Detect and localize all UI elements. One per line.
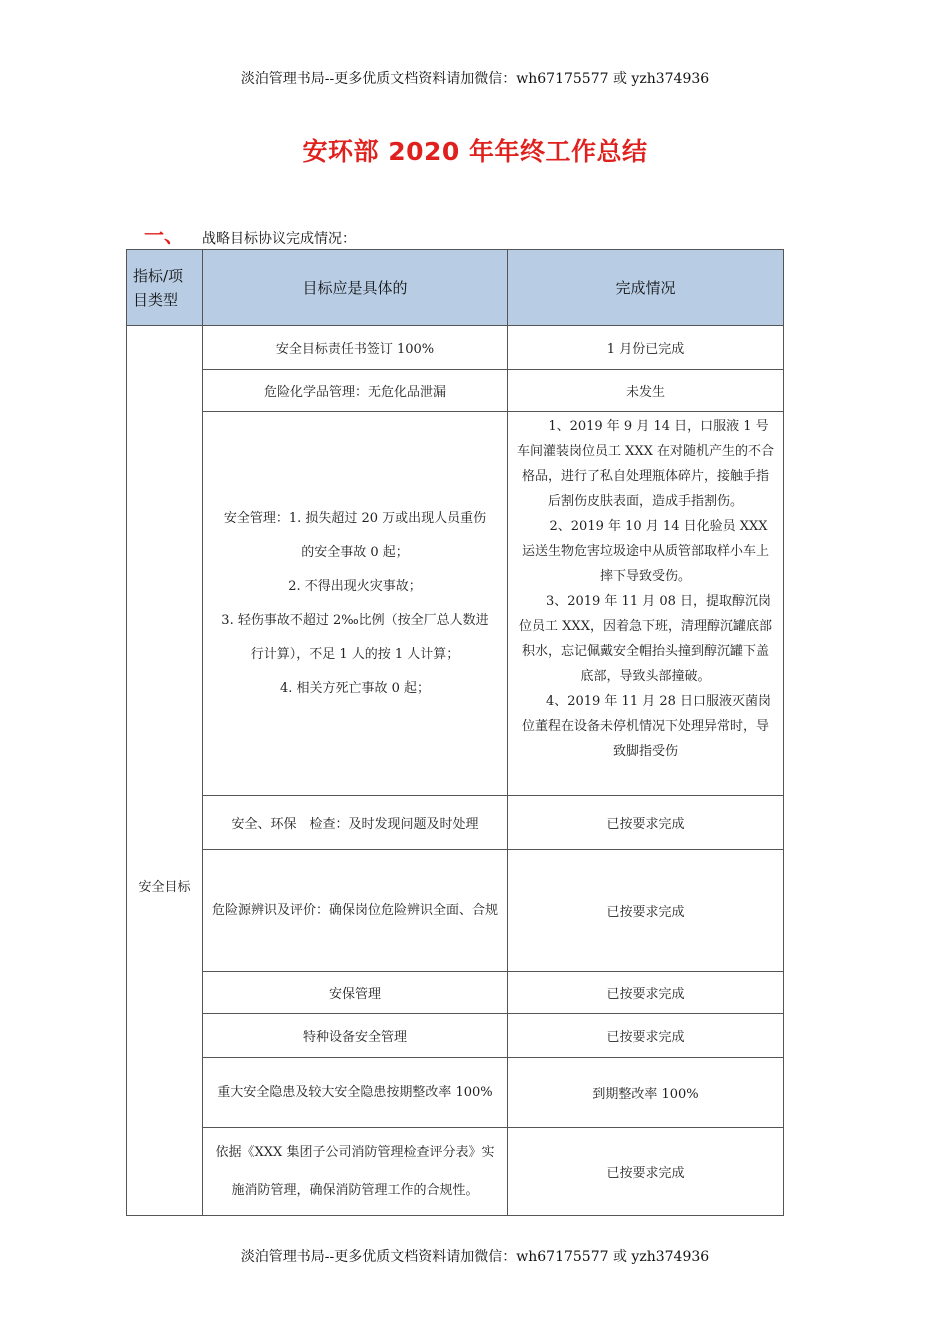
section-number: 一、 <box>144 223 184 247</box>
table-row <box>127 796 784 850</box>
incident-item: 4、2019 年 11 月 28 日口服液灭菌岗位董程在设备未停机情况下处理异常时，导致脚指受伤 <box>521 694 772 759</box>
goal-cell: 危险化学品管理：无危化品泄漏 <box>203 370 508 412</box>
section-title: 战略目标协议完成情况： <box>202 231 356 247</box>
table-row <box>127 326 784 370</box>
status-cell: 1 月份已完成 <box>508 326 784 370</box>
incident-list <box>508 412 784 796</box>
goal-cell: 安全目标责任书签订 100% <box>203 326 508 370</box>
goal-line: 安全管理：1. 损失超过 20 万或出现人员重伤 <box>223 510 487 526</box>
status-cell: 已按要求完成 <box>508 796 784 850</box>
table-row <box>127 1058 784 1128</box>
goal-line: 行计算），不足 1 人的按 1 人计算； <box>250 646 460 662</box>
status-cell: 已按要求完成 <box>508 850 784 972</box>
page-header: 淡泊管理书局--更多优质文档资料请加微信：wh67175577 或 yzh374936 <box>240 71 710 87</box>
status-cell: 未发生 <box>508 370 784 412</box>
goal-line: 3. 轻伤事故不超过 2‰比例（按全厂总人数进 <box>221 612 489 628</box>
safety-management-goal <box>203 412 508 796</box>
goal-line: 的安全事故 0 起； <box>301 544 409 560</box>
incident-item: 3、2019 年 11 月 08 日，提取醇沉岗位员工 XXX，因着急下班，清理醇沉罐底部积水，忘记佩戴安全帽抬头撞到醇沉罐下盖底部，导致头部撞破。 <box>519 594 772 684</box>
table-row <box>127 972 784 1014</box>
table-row <box>127 370 784 412</box>
section-heading <box>144 223 356 248</box>
goal-cell: 安全、环保 检查：及时发现问题及时处理 <box>203 796 508 850</box>
status-cell: 已按要求完成 <box>508 1128 784 1216</box>
table-row <box>127 1014 784 1058</box>
goal-cell: 安保管理 <box>203 972 508 1014</box>
incident-item: 1、2019 年 9 月 14 日，口服液 1 号车间灌装岗位员工 XXX 在对随机产生的不合格品，进行了私自处理瓶体碎片，接触手指后割伤皮肤表面，造成手指割伤。 <box>516 419 775 509</box>
table-row <box>127 1128 784 1216</box>
table-header-row <box>127 250 784 326</box>
header-type: 指标/项目类型 <box>127 250 203 326</box>
page-footer: 淡泊管理书局--更多优质文档资料请加微信：wh67175577 或 yzh374936 <box>240 1249 710 1265</box>
goal-cell: 危险源辨识及评价：确保岗位危险辨识全面、合规 <box>203 850 508 972</box>
category-cell: 安全目标 <box>127 326 203 1216</box>
status-cell: 已按要求完成 <box>508 1014 784 1058</box>
goals-table <box>126 249 784 1216</box>
goal-cell: 依据《XXX 集团子公司消防管理检查评分表》实施消防管理，确保消防管理工作的合规性。 <box>203 1128 508 1216</box>
goal-cell: 特种设备安全管理 <box>203 1014 508 1058</box>
status-cell: 到期整改率 100% <box>508 1058 784 1128</box>
header-goal: 目标应是具体的 <box>203 250 508 326</box>
goal-line: 4. 相关方死亡事故 0 起； <box>279 680 431 696</box>
header-status: 完成情况 <box>508 250 784 326</box>
table-row <box>127 850 784 972</box>
goal-line: 2. 不得出现火灾事故； <box>288 578 422 594</box>
table-row <box>127 412 784 796</box>
incident-item: 2、2019 年 10 月 14 日化验员 XXX 运送生物危害垃圾途中从质管部取样小车上摔下导致受伤。 <box>521 519 769 584</box>
document-title: 安环部 2020 年年终工作总结 <box>302 137 648 166</box>
goal-cell: 重大安全隐患及较大安全隐患按期整改率 100% <box>203 1058 508 1128</box>
status-cell: 已按要求完成 <box>508 972 784 1014</box>
